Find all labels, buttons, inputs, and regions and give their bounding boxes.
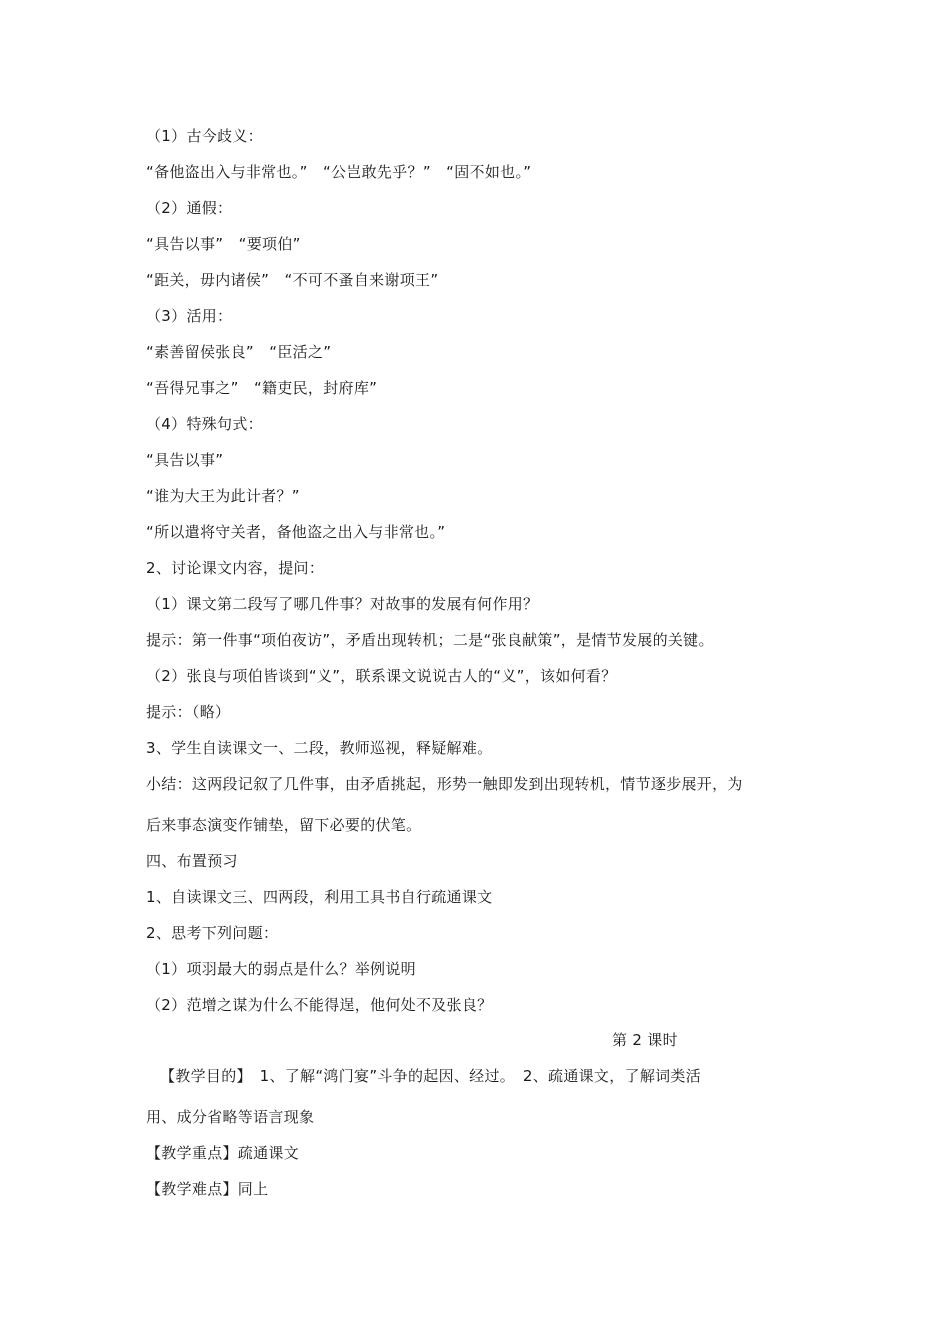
objectives-line: 用、成分省略等语言现象 bbox=[146, 1108, 315, 1126]
text-line: “谁为大王为此计者？” bbox=[146, 487, 300, 505]
text-line: （1）课文第二段写了哪几件事？对故事的发展有何作用？ bbox=[146, 595, 539, 613]
text-line: 1、自读课文三、四两段，利用工具书自行疏通课文 bbox=[146, 888, 493, 906]
text-line: （2）通假： bbox=[146, 199, 233, 217]
text-line: 2、讨论课文内容，提问： bbox=[146, 559, 325, 577]
text-line: 四、布置预习 bbox=[146, 852, 238, 870]
text-line: 提示：第一件事“项伯夜访”，矛盾出现转机；二是“张良献策”，是情节发展的关键。 bbox=[146, 631, 714, 649]
text-line: （2）范增之谋为什么不能得逞，他何处不及张良？ bbox=[146, 996, 493, 1014]
text-line: 小结：这两段记叙了几件事，由矛盾挑起，形势一触即发到出现转机，情节逐步展开，为 bbox=[146, 775, 743, 793]
text-line: （2）张良与项伯皆谈到“义”，联系课文说说古人的“义”，该如何看？ bbox=[146, 667, 617, 685]
text-line: “所以遣将守关者，备他盗之出入与非常也。” bbox=[146, 523, 446, 541]
text-line: 2、思考下列问题： bbox=[146, 924, 279, 942]
text-line: （1）古今歧义： bbox=[146, 127, 263, 145]
text-line: （1）项羽最大的弱点是什么？举例说明 bbox=[146, 960, 416, 978]
text-line: 后来事态演变作铺垫，留下必要的伏笔。 bbox=[146, 816, 422, 834]
lesson-heading: 第 2 课时 bbox=[612, 1031, 678, 1049]
text-line: （4）特殊句式： bbox=[146, 415, 263, 433]
key-point-line: 【教学重点】疏通课文 bbox=[146, 1144, 300, 1162]
text-line: “具告以事” “要项伯” bbox=[146, 235, 301, 253]
text-line: 3、学生自读课文一、二段，教师巡视，释疑解难。 bbox=[146, 739, 493, 757]
text-line: “备他盗出入与非常也。” “公岂敢先乎？” “固不如也。” bbox=[146, 163, 532, 181]
text-line: “吾得兄事之” “籍吏民，封府库” bbox=[146, 379, 378, 397]
text-line: （3）活用： bbox=[146, 307, 233, 325]
text-line: “距关，毋内诸侯” “不可不蚤自来谢项王” bbox=[146, 271, 439, 289]
text-line: 提示：（略） bbox=[146, 703, 231, 721]
difficulty-line: 【教学难点】同上 bbox=[146, 1180, 269, 1198]
objectives-line: 【教学目的】 1、了解“鸿门宴”斗争的起因、经过。 2、疏通课文，了解词类活 bbox=[160, 1067, 702, 1085]
text-line: “素善留侯张良” “臣活之” bbox=[146, 343, 332, 361]
text-line: “具告以事” bbox=[146, 451, 224, 469]
